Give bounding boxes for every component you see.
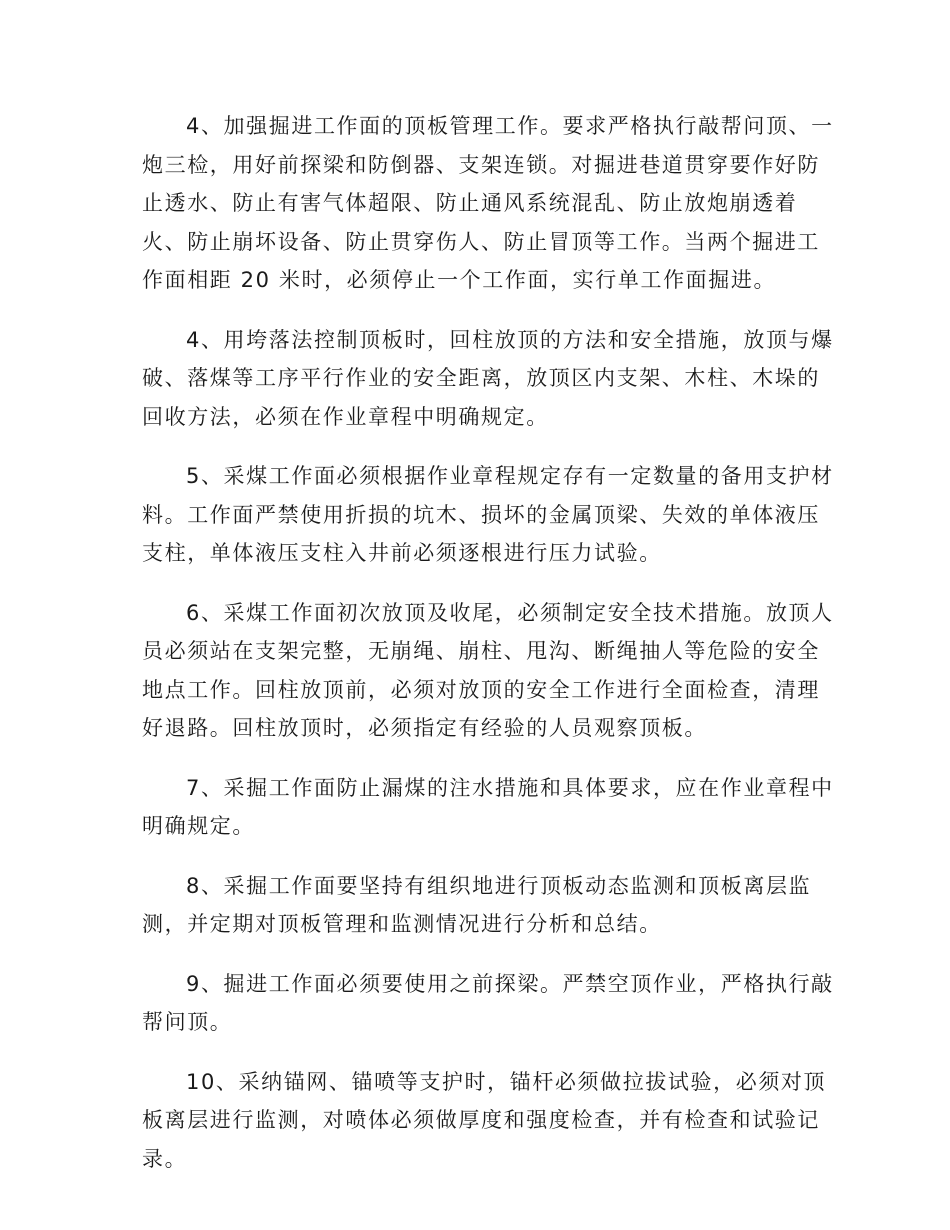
paragraph-line: 9、掘进工作面必须要使用之前探梁。严禁空顶作业，严格执行敲: [186, 971, 834, 996]
paragraph-line: 录。: [142, 1146, 188, 1171]
paragraph-line: 板离层进行监测，对喷体必须做厚度和强度检查，并有检查和试验记: [142, 1108, 820, 1132]
paragraph-line: 测，并定期对顶板管理和监测情况进行分析和总结。: [142, 912, 662, 936]
paragraph-5: [142, 769, 834, 846]
paragraph-line: 4、用垮落法控制顶板时，回柱放顶的方法和安全措施，放顶与爆: [186, 327, 834, 352]
paragraph-2: [142, 321, 834, 437]
paragraph-line: 止透水、防止有害气体超限、防止通风系统混乱、防止放炮崩透着: [142, 191, 798, 215]
paragraph-7: [142, 965, 834, 1042]
paragraph-line: 料。工作面严禁使用折损的坑木、损坏的金属顶梁、失效的单体液压: [142, 502, 820, 527]
paragraph-line: 6、采煤工作面初次放顶及收尾，必须制定安全技术措施。放顶人: [186, 600, 834, 625]
paragraph-line: 员必须站在支架完整，无崩绳、崩柱、甩沟、断绳抽人等危险的安全: [142, 639, 820, 663]
paragraph-line: 支柱，单体液压支柱入井前必须逐根进行压力试验。: [142, 541, 662, 565]
paragraph-8: [142, 1063, 827, 1179]
paragraph-line: 地点工作。回柱放顶前，必须对放顶的安全工作进行全面检查，清理: [142, 677, 820, 702]
paragraph-line: 作面相距 20 米时，必须停止一个工作面，实行单工作面掘进。: [142, 268, 777, 292]
paragraph-6: [142, 867, 810, 944]
document-page: [142, 107, 834, 1199]
paragraph-line: 5、采煤工作面必须根据作业章程规定存有一定数量的备用支护材: [186, 464, 834, 488]
paragraph-1: [142, 107, 834, 300]
paragraph-line: 破、落煤等工序平行作业的安全距离，放顶区内支架、木柱、木垛的: [142, 366, 820, 390]
paragraph-3: [142, 457, 834, 573]
paragraph-line: 4、加强掘进工作面的顶板管理工作。要求严格执行敲帮问顶、一: [186, 114, 834, 138]
paragraph-line: 明确规定。: [142, 814, 255, 838]
paragraph-line: 帮问顶。: [142, 1010, 233, 1034]
paragraph-line: 8、采掘工作面要坚持有组织地进行顶板动态监测和顶板离层监: [186, 873, 812, 898]
paragraph-line: 10、采纳锚网、锚喷等支护时，锚杆必须做拉拔试验，必须对顶: [186, 1069, 827, 1094]
paragraph-line: 炮三检，用好前探梁和防倒器、支架连锁。对掘进巷道贯穿要作好防: [142, 152, 820, 177]
paragraph-line: 好退路。回柱放顶时，必须指定有经验的人员观察顶板。: [142, 716, 707, 740]
paragraph-4: [142, 594, 834, 748]
paragraph-line: 回收方法，必须在作业章程中明确规定。: [142, 404, 549, 429]
paragraph-line: 火、防止崩坏设备、防止贯穿伤人、防止冒顶等工作。当两个掘进工: [142, 229, 820, 254]
paragraph-line: 7、采掘工作面防止漏煤的注水措施和具体要求，应在作业章程中: [186, 775, 834, 800]
